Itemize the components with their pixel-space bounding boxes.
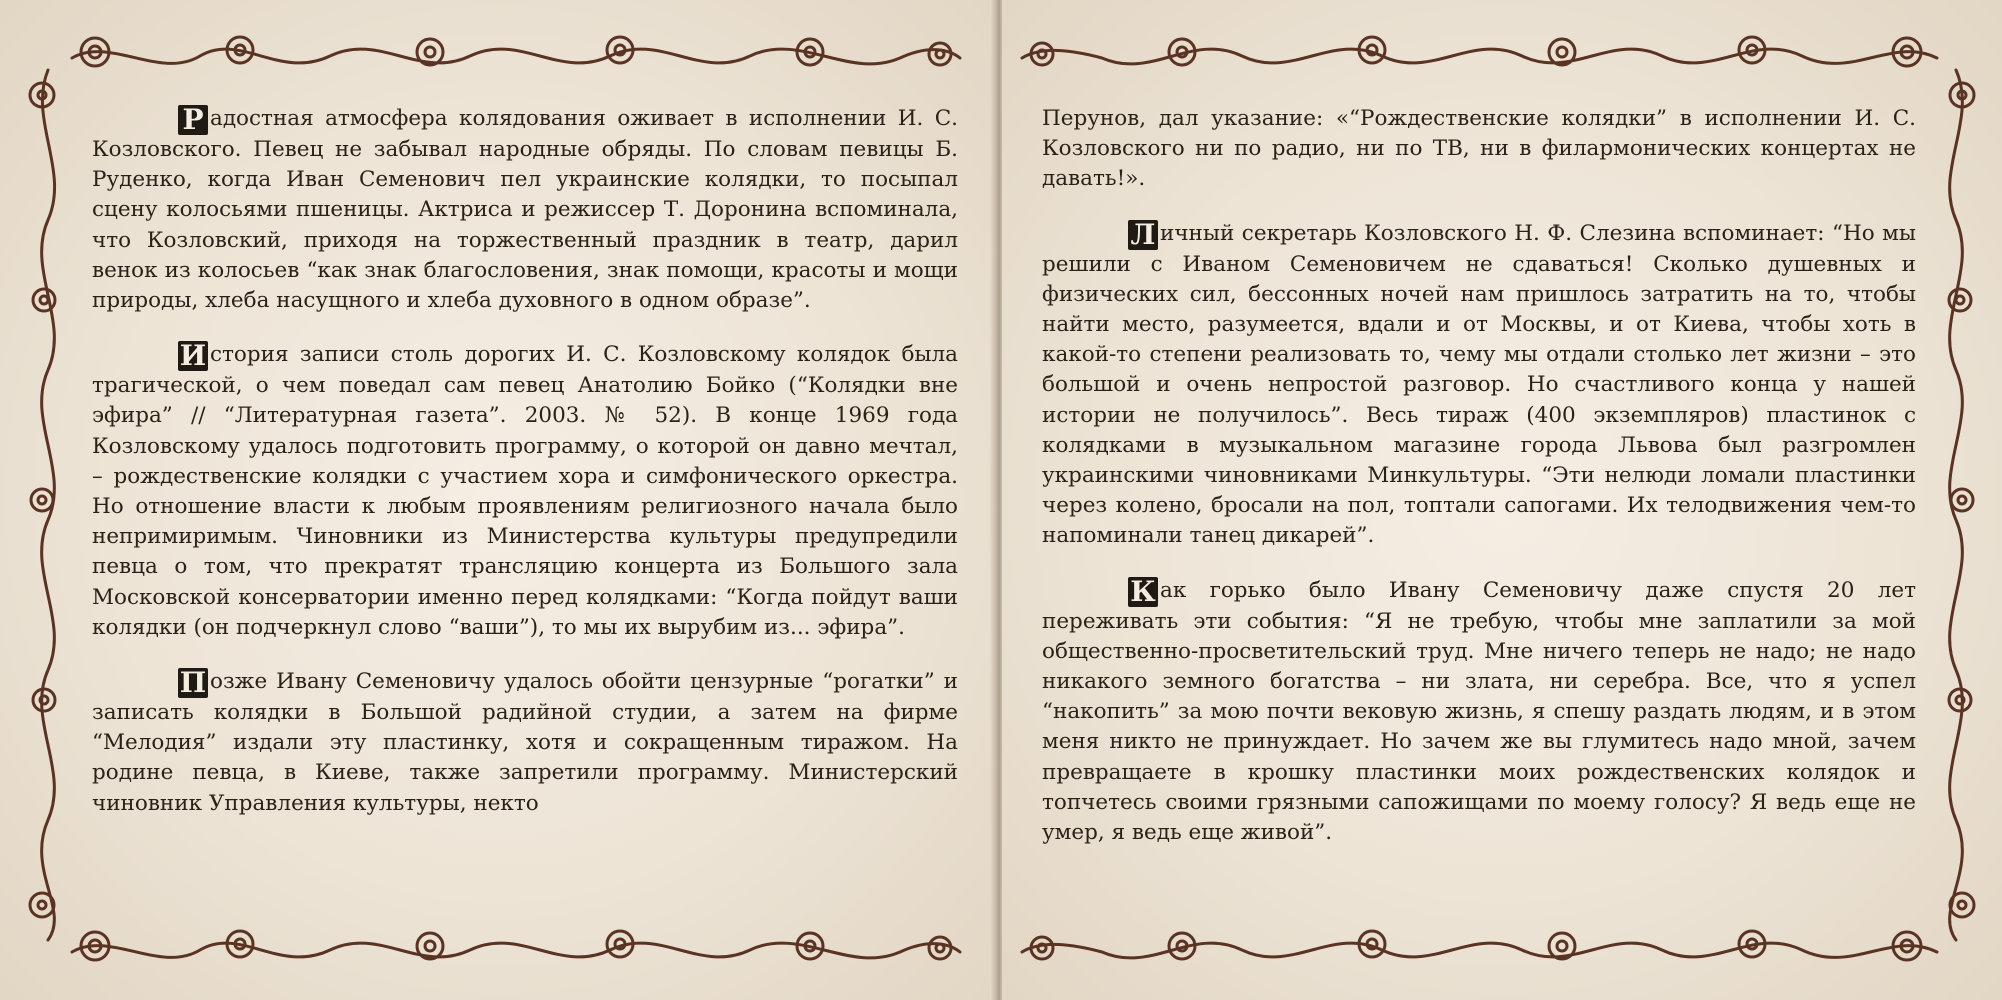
paragraph xyxy=(1042,219,1916,552)
paragraph xyxy=(92,667,958,819)
paragraph-text: озже Ивану Семеновичу удалось обойти цензурные “рогатки” и записать колядки в Большой радийной студии, а затем на фирме “Мелодия” издали эту пластинку, хотя и сокращенным тиражом. На родине певца, в Киеве, также запретили программу. Министерский чиновник Управления культуры, некто xyxy=(92,669,958,816)
top-scroll-border xyxy=(1022,37,1937,66)
left-page-text xyxy=(92,104,958,843)
drop-cap: И xyxy=(179,339,207,373)
right-scroll-border xyxy=(1949,70,1974,940)
paragraph xyxy=(92,340,958,643)
paragraph xyxy=(92,104,958,316)
paragraph-text: стория записи столь дорогих И. С. Козловскому колядок была трагической, о чем поведал сам певец Анатолию Бойко (“Колядки вне эфира” // “Литературная газета”. 2003. № 52). В конце 1969 года Козловскому удалось подготовить программу, о которой он давно мечтал, – рождественские колядки с участием хора и симфонического оркестра. Но отношение власти к любым проявлениям религиозного начала было непримиримым. Чиновники из Министерства культуры предупредили певца о том, что прекратят трансляцию концерта из Большого зала Московской консерватории именно перед колядками: “Когда пойдут ваши колядки (он подчеркнул слово “ваши”), то мы их вырубим из... эфира”. xyxy=(92,342,958,640)
left-scroll-border xyxy=(30,70,55,940)
right-page xyxy=(1002,0,2002,1000)
top-scroll-border xyxy=(72,37,960,66)
paragraph-continuation: Перунов, дал указание: «“Рождественские колядки” в исполнении И. С. Козловского ни по радио, ни по ТВ, ни в филармонических концертах не давать!». xyxy=(1042,106,1916,192)
right-page-text xyxy=(1042,104,1916,872)
drop-cap: Р xyxy=(178,105,208,135)
left-page xyxy=(0,0,996,1000)
paragraph-text: адостная атмосфера колядования оживает в исполнении И. С. Козловского. Певец не забывал народные обряды. По словам певицы Б. Руденко, когда Иван Семенович пел украинские колядки, то посыпал сцену колосьями пшеницы. Актриса и режиссер Т. Доронина вспоминала, что Козловский, приходя на торжественный праздник в театр, дарил венок из колосьев “как знак благословения, знак помощи, красоты и мощи природы, хлеба насущного и хлеба духовного в одном образе”. xyxy=(92,106,958,314)
drop-cap: П xyxy=(179,666,207,700)
bottom-scroll-border xyxy=(1022,931,1937,960)
paragraph-text: ичный секретарь Козловского Н. Ф. Слезина вспоминает: “Но мы решили с Иваном Семеновичем не сдаваться! Сколько душевных и физических сил, бессонных ночей нам пришлось затратить на то, чтобы найти место, разумеется, вдали и от Москвы, и от Киева, чтобы хоть в какой-то степени реализовать то, чему мы отдали столько лет жизни – это большой и очень непростой разговор. Но счастливого конца у нашей истории не получилось”. Весь тираж (400 экземпляров) пластинок с колядками в музыкальном магазине города Львова был разгромлен украинскими чиновниками Минкультуры. “Эти нелюди ломали пластинки через колено, бросали на пол, топтали сапогами. Их телодвижения чем-то напоминали танец дикарей”. xyxy=(1042,220,1916,549)
paragraph xyxy=(1042,576,1916,849)
drop-cap: Л xyxy=(1128,220,1158,250)
bottom-scroll-border xyxy=(72,931,960,960)
paragraph-text: ак горько было Ивану Семеновичу даже спустя 20 лет переживать эти события: “Я не требую, чтобы мне заплатили за мой общественно-просветительский труд. Мне ничего теперь не надо; не надо никакого земного богатства – ни злата, ни серебра. Все, что я успел “накопить” за мою почти вековую жизнь, я спешу раздать людям, и в этом меня никто не принуждает. Но зачем же вы глумитесь надо мной, зачем превращаете в крошку пластинки моих рождественских колядок и топчетесь своими грязными сапожищами по моему голосу? Я ведь еще не умер, я ведь еще живой”. xyxy=(1042,577,1916,846)
drop-cap: К xyxy=(1128,577,1158,607)
